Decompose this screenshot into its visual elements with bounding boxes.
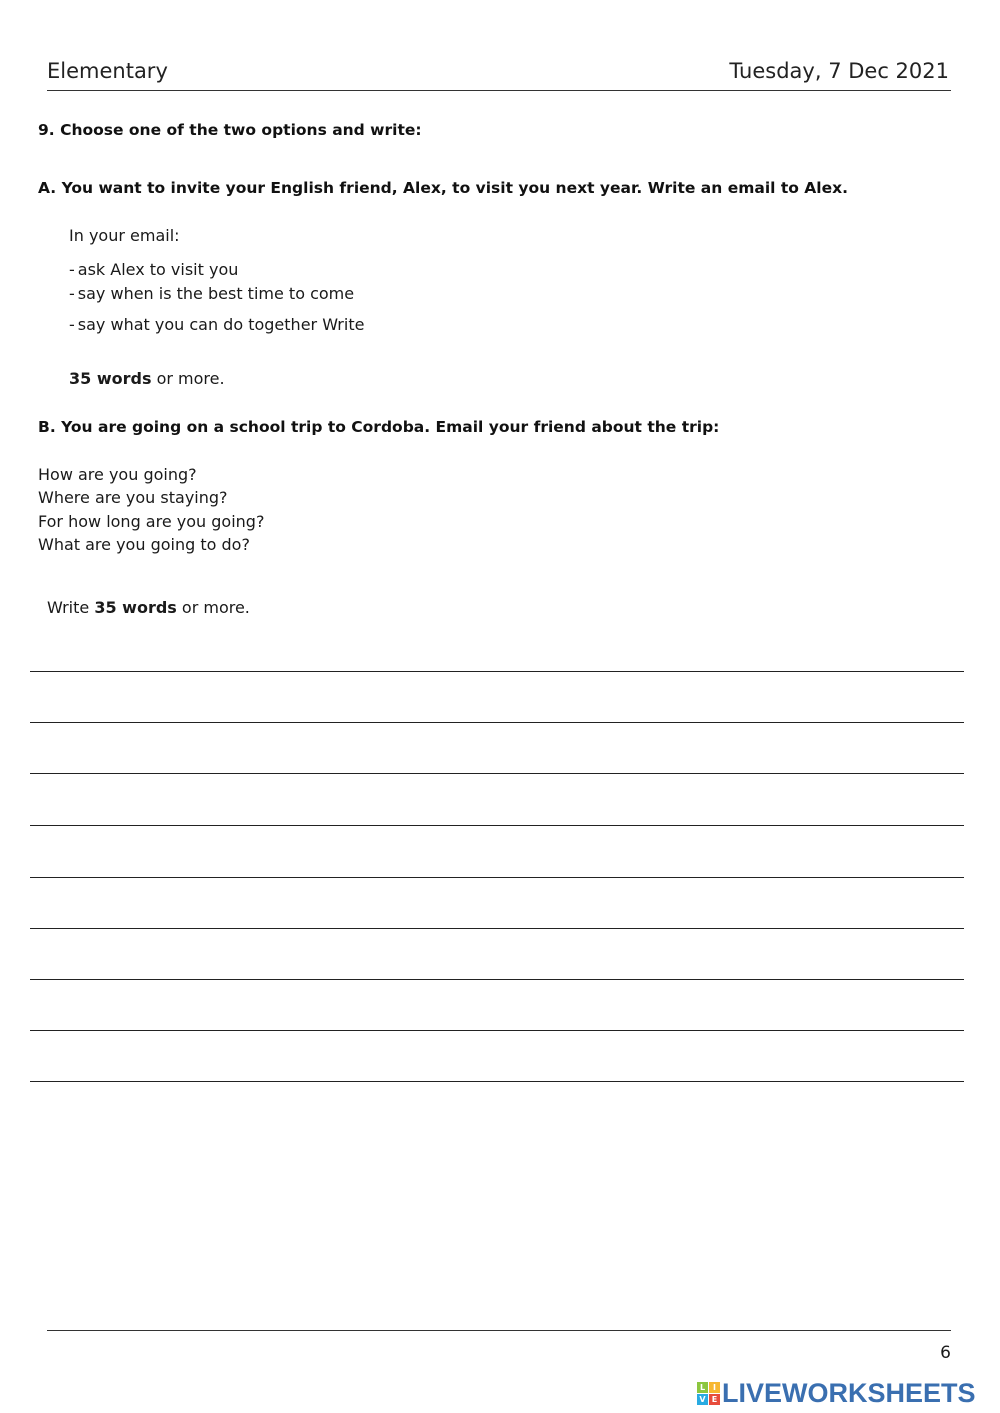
logo-letter: E bbox=[709, 1394, 720, 1405]
page-number: 6 bbox=[940, 1343, 951, 1363]
logo-letter: V bbox=[697, 1394, 708, 1405]
word-count-rest: or more. bbox=[151, 369, 225, 388]
option-b-question: Where are you staying? bbox=[38, 488, 228, 507]
liveworksheets-logo bbox=[697, 1378, 976, 1409]
option-a-prompt: A. You want to invite your English friend, Alex, to visit you next year. Write an email to Alex. bbox=[38, 179, 849, 197]
header-rule bbox=[47, 90, 951, 91]
logo-letter: L bbox=[697, 1382, 708, 1393]
writing-line[interactable] bbox=[30, 671, 964, 672]
writing-line[interactable] bbox=[30, 773, 964, 774]
level-label: Elementary bbox=[47, 59, 168, 83]
writing-line[interactable] bbox=[30, 928, 964, 929]
option-a-point-text: ask Alex to visit you bbox=[77, 260, 239, 279]
option-b-question: For how long are you going? bbox=[38, 512, 265, 531]
writing-line[interactable] bbox=[30, 1030, 964, 1031]
option-b-prompt: B. You are going on a school trip to Cordoba. Email your friend about the trip: bbox=[38, 418, 720, 436]
option-a-word-count bbox=[69, 369, 225, 388]
word-count-bold: 35 words bbox=[69, 369, 152, 388]
logo-text: LIVEWORKSHEETS bbox=[722, 1378, 976, 1408]
option-a-point: - ask Alex to visit you bbox=[69, 260, 239, 279]
option-b-question: What are you going to do? bbox=[38, 535, 250, 554]
option-a-point: - say when is the best time to come bbox=[69, 284, 355, 303]
option-a-point-text: say what you can do together Write bbox=[77, 315, 365, 334]
writing-line[interactable] bbox=[30, 877, 964, 878]
option-a-point-text: say when is the best time to come bbox=[77, 284, 355, 303]
option-b-question: How are you going? bbox=[38, 465, 197, 484]
option-b-word-count bbox=[47, 598, 250, 617]
logo-letter: I bbox=[709, 1382, 720, 1393]
word-count-rest: or more. bbox=[176, 598, 250, 617]
writing-line[interactable] bbox=[30, 722, 964, 723]
option-a-intro: In your email: bbox=[69, 226, 180, 245]
writing-line[interactable] bbox=[30, 825, 964, 826]
writing-line[interactable] bbox=[30, 1081, 964, 1082]
question-title: 9. Choose one of the two options and write: bbox=[38, 121, 422, 139]
word-count-bold: 35 words bbox=[94, 598, 177, 617]
option-a-point: - say what you can do together Write bbox=[69, 315, 365, 334]
logo-grid-icon bbox=[697, 1382, 720, 1405]
write-prefix: Write bbox=[47, 598, 95, 617]
writing-line[interactable] bbox=[30, 979, 964, 980]
footer-rule bbox=[47, 1330, 951, 1331]
date-label: Tuesday, 7 Dec 2021 bbox=[729, 59, 949, 83]
